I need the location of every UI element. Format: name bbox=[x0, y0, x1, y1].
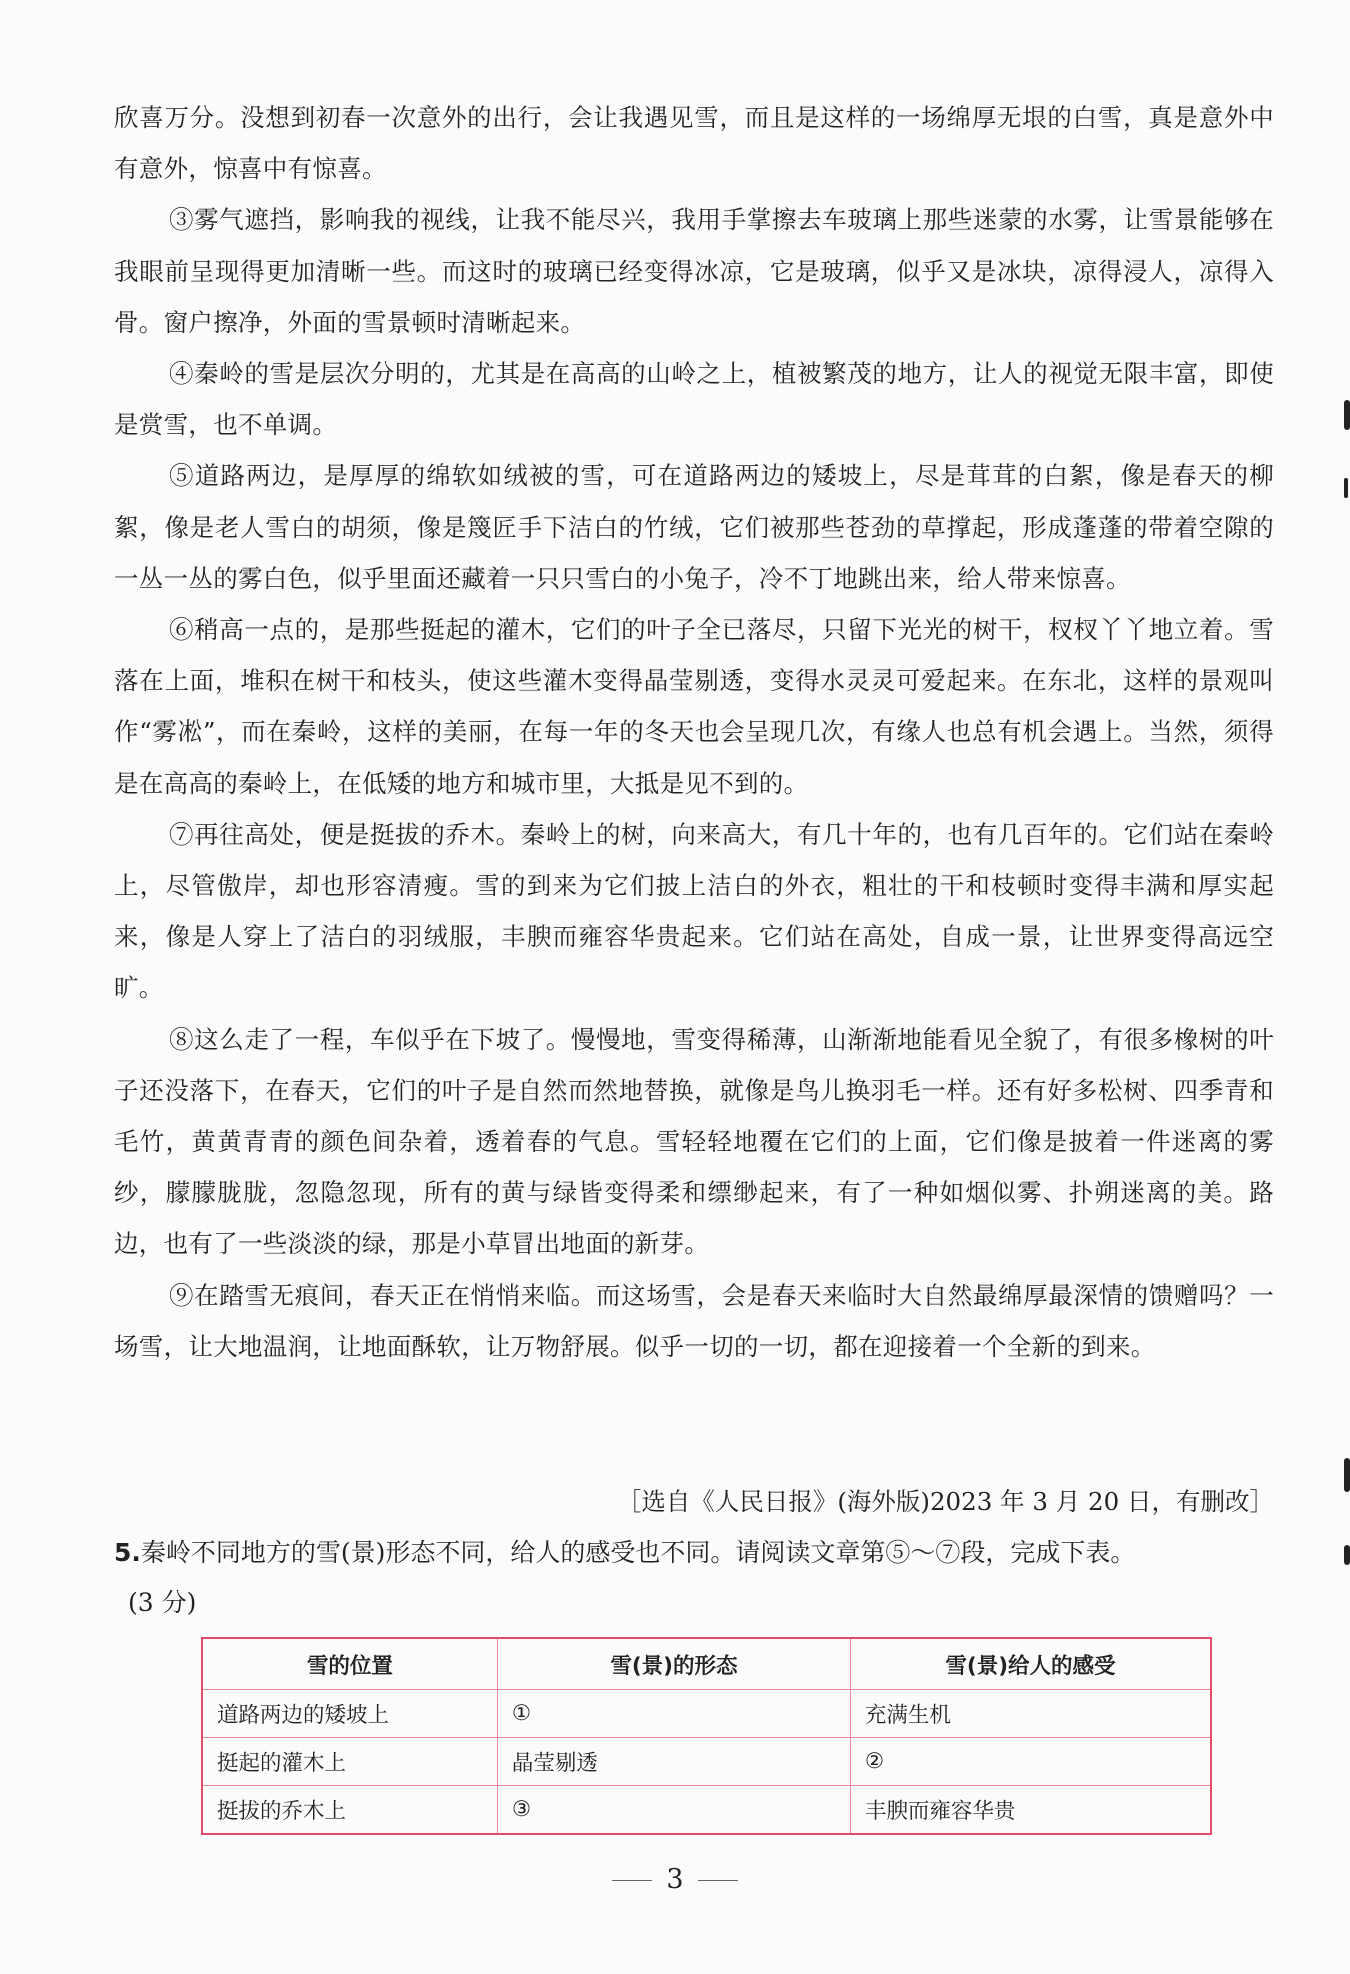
binding-mark bbox=[1344, 478, 1348, 498]
table-cell: 充满生机 bbox=[850, 1690, 1211, 1738]
article-paragraph: ④秦岭的雪是层次分明的，尤其是在高高的山岭之上，植被繁茂的地方，让人的视觉无限丰富，即使是赏雪，也不单调。 bbox=[114, 359, 1274, 440]
page-number-dash bbox=[698, 1880, 738, 1882]
answer-blank-cell[interactable]: ③ bbox=[497, 1786, 850, 1835]
article-paragraph: 欣喜万分。没想到初春一次意外的出行，会让我遇见雪，而且是这样的一场绵厚无垠的白雪，真是意外中有意外，惊喜中有惊喜。 bbox=[114, 103, 1274, 184]
page-number-value: 3 bbox=[666, 1864, 684, 1895]
page-number-dash bbox=[612, 1880, 652, 1882]
source-citation: ［选自《人民日报》(海外版)2023 年 3 月 20 日，有删改］ bbox=[616, 1487, 1274, 1516]
binding-mark bbox=[1344, 1458, 1350, 1492]
table-header-cell: 雪(景)给人的感受 bbox=[850, 1638, 1211, 1690]
table-cell: 挺起的灌木上 bbox=[202, 1738, 497, 1786]
table-cell: 丰腴而雍容华贵 bbox=[850, 1786, 1211, 1835]
table-cell: 挺拔的乔木上 bbox=[202, 1786, 497, 1835]
article-body bbox=[114, 92, 1274, 1372]
question-score: (3 分) bbox=[128, 1588, 197, 1617]
page-number bbox=[0, 1864, 1350, 1895]
article-paragraph: ⑥稍高一点的，是那些挺起的灌木，它们的叶子全已落尽，只留下光光的树干，杈杈丫丫地立着。雪落在上面，堆积在树干和枝头，使这些灌木变得晶莹剔透，变得水灵灵可爱起来。在东北，这样的景观叫作“雾凇”，而在秦岭，这样的美丽，在每一年的冬天也会呈现几次，有缘人也总有机会遇上。当然，须得是在高高的秦岭上，在低矮的地方和城市里，大抵是见不到的。 bbox=[114, 615, 1274, 798]
table-header-cell: 雪(景)的形态 bbox=[497, 1638, 850, 1690]
article-paragraph: ⑨在踏雪无痕间，春天正在悄悄来临。而这场雪，会是春天来临时大自然最绵厚最深情的馈赠吗？一场雪，让大地温润，让地面酥软，让万物舒展。似乎一切的一切，都在迎接着一个全新的到来。 bbox=[114, 1280, 1274, 1361]
table-header-cell: 雪的位置 bbox=[202, 1638, 497, 1690]
article-paragraph: ⑤道路两边，是厚厚的绵软如绒被的雪，可在道路两边的矮坡上，尽是茸茸的白絮，像是春天的柳絮，像是老人雪白的胡须，像是篾匠手下洁白的竹绒，它们被那些苍劲的草撑起，形成蓬蓬的带着空隙的一丛一丛的雾白色，似乎里面还藏着一只只雪白的小兔子，冷不丁地跳出来，给人带来惊喜。 bbox=[114, 461, 1274, 593]
article-paragraph: ⑧这么走了一程，车似乎在下坡了。慢慢地，雪变得稀薄，山渐渐地能看见全貌了，有很多橡树的叶子还没落下，在春天，它们的叶子是自然而然地替换，就像是鸟儿换羽毛一样。还有好多松树、四季青和毛竹，黄黄青青的颜色间杂着，透着春的气息。雪轻轻地覆在它们的上面，它们像是披着一件迷离的雾纱，朦朦胧胧，忽隐忽现，所有的黄与绿皆变得柔和缥缈起来，有了一种如烟似雾、扑朔迷离的美。路边，也有了一些淡淡的绿，那是小草冒出地面的新芽。 bbox=[114, 1024, 1274, 1259]
table-row bbox=[202, 1786, 1211, 1835]
table-cell: 晶莹剔透 bbox=[497, 1738, 850, 1786]
table-row bbox=[202, 1738, 1211, 1786]
binding-mark bbox=[1344, 400, 1350, 430]
answer-blank-cell[interactable]: ① bbox=[497, 1690, 850, 1738]
answer-blank-cell[interactable]: ② bbox=[850, 1738, 1211, 1786]
table-cell: 道路两边的矮坡上 bbox=[202, 1690, 497, 1738]
question-5 bbox=[114, 1528, 1274, 1628]
answer-table bbox=[201, 1637, 1212, 1835]
question-number: 5. bbox=[114, 1538, 141, 1567]
article-paragraph: ⑦再往高处，便是挺拔的乔木。秦岭上的树，向来高大，有几十年的，也有几百年的。它们站在秦岭上，尽管傲岸，却也形容清瘦。雪的到来为它们披上洁白的外衣，粗壮的干和枝顿时变得丰满和厚实起来，像是人穿上了洁白的羽绒服，丰腴而雍容华贵起来。它们站在高处，自成一景，让世界变得高远空旷。 bbox=[114, 819, 1274, 1003]
table-header-row bbox=[202, 1638, 1211, 1690]
binding-mark bbox=[1344, 1545, 1350, 1565]
table-row bbox=[202, 1690, 1211, 1738]
question-text: 秦岭不同地方的雪(景)形态不同，给人的感受也不同。请阅读文章第⑤～⑦段，完成下表。 bbox=[140, 1538, 1136, 1567]
article-paragraph: ③雾气遮挡，影响我的视线，让我不能尽兴，我用手掌擦去车玻璃上那些迷蒙的水雾，让雪景能够在我眼前呈现得更加清晰一些。而这时的玻璃已经变得冰凉，它是玻璃，似乎又是冰块，凉得浸人，凉得入骨。窗户擦净，外面的雪景顿时清晰起来。 bbox=[114, 205, 1274, 337]
